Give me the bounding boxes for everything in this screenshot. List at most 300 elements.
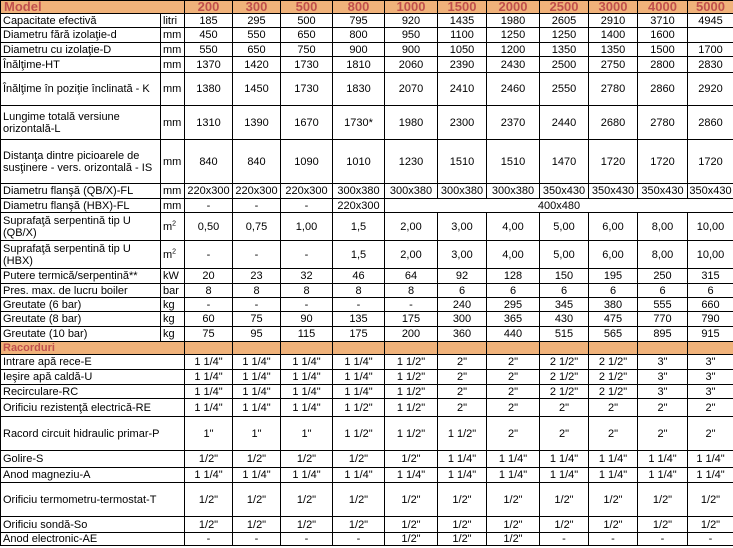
fitting-value: 3" [638,370,688,385]
fitting-value: 1 1/4" [540,468,589,483]
spec-value: 10,00 [688,241,733,269]
spec-unit [161,213,185,241]
spec-value: 95 [233,327,281,342]
spec-value: 900 [333,43,385,57]
spec-value: - [233,241,281,269]
spec-value: 1200 [487,43,540,57]
spec-label: Distanţa dintre picioarele de susţinere - vers. orizontală - IS [1,140,161,184]
spec-value: 8 [185,284,233,298]
spec-value: 240 [438,298,487,312]
spec-value: 350x430 [689,185,732,197]
fitting-value: 1 1/4" [688,451,733,468]
fitting-value: 1 1/4" [487,451,540,468]
spec-value: - [233,298,281,312]
spec-value: 300x380 [438,184,487,199]
spec-value: 135 [333,312,385,327]
fitting-value: 2" [487,370,540,385]
spec-value: 2440 [540,106,589,140]
fitting-value: 2 1/2" [540,385,589,399]
spec-row [1,327,733,342]
fitting-value: 1/2" [385,533,438,546]
spec-value: 770 [638,312,688,327]
fitting-row [1,399,733,417]
fitting-value: 1" [185,417,233,451]
spec-label: Diametru flanşă (QB/X)-FL [1,184,161,199]
spec-value: 1230 [385,140,438,184]
spec-unit [161,199,185,213]
spec-value: 6 [438,284,487,298]
unit-text: kW [163,270,179,282]
spec-label: Greutate (10 bar) [1,327,161,342]
spec-value: 2860 [638,73,688,106]
fitting-value: 1/2" [333,517,385,533]
spec-value: 295 [487,298,540,312]
spec-value: 1810 [333,57,385,73]
header-label: Model [1,1,185,14]
fitting-row [1,533,733,546]
fitting-value: - [638,533,688,546]
fitting-value: 1 1/2" [385,370,438,385]
spec-value: 1420 [233,57,281,73]
spec-value: 750 [281,43,333,57]
spec-value: 220x300 [233,184,281,199]
spec-value: 175 [333,327,385,342]
spec-value: 920 [385,14,438,28]
fitting-label: Orificiu rezistenţă electrică-RE [1,399,185,417]
fitting-value: 1 1/4" [185,468,233,483]
fitting-value: 2" [540,417,589,451]
spec-value: 315 [688,269,733,284]
spec-value: 1250 [487,28,540,43]
spec-value: 115 [281,327,333,342]
fitting-value: - [540,533,589,546]
spec-value: 8 [333,284,385,298]
spec-value: 2860 [688,106,733,140]
spec-value: 1600 [638,28,688,43]
spec-label: Putere termică/serpentină** [1,269,161,284]
spec-value: 3,00 [438,213,487,241]
fitting-value: 2" [638,417,688,451]
fitting-value: 1/2" [281,517,333,533]
spec-row [1,73,733,106]
fitting-value: 1 1/4" [233,468,281,483]
spec-row [1,43,733,57]
fitting-value: 1/2" [688,483,733,517]
fitting-value: 2" [688,417,733,451]
spec-value: - [185,199,233,213]
fitting-row [1,385,733,399]
fitting-value: 1/2" [233,517,281,533]
spec-value: 32 [281,269,333,284]
spec-unit [161,140,185,184]
fitting-value: 1 1/4" [487,468,540,483]
fitting-value: 3" [688,385,733,399]
fitting-row [1,517,733,533]
fitting-value: 1" [233,417,281,451]
model-header: 3000 [589,1,638,14]
spec-value: 2300 [438,106,487,140]
fitting-value: 1 1/4" [233,385,281,399]
spec-value: 550 [185,43,233,57]
fitting-value: 1 1/4" [281,385,333,399]
spec-value: 1510 [438,140,487,184]
spec-label: Înălţime-HT [1,57,161,73]
spec-value: 1450 [233,73,281,106]
unit-text: m [163,248,173,261]
spec-value: 1700 [688,43,733,57]
spec-label: Suprafaţă serpentină tip U (QB/X) [1,213,161,241]
spec-value: 90 [281,312,333,327]
spec-value: 1730* [333,106,385,140]
fitting-label: Intrare apă rece-E [1,355,185,370]
spec-label: Diametru cu izolaţie-D [1,43,161,57]
spec-value: 6,00 [589,241,638,269]
fitting-value: 1/2" [281,483,333,517]
fitting-value: 2" [540,399,589,417]
fitting-row [1,355,733,370]
fitting-value: 1 1/4" [185,355,233,370]
spec-value: 1730 [281,73,333,106]
spec-unit [161,298,185,312]
fitting-label: Orificiu sondă-So [1,517,185,533]
spec-label: Înălţime în poziţie înclinată - K [1,73,161,106]
spec-value: 380 [589,298,638,312]
fitting-label: Anod electronic-AE [1,533,185,546]
spec-value: 440 [487,327,540,342]
fitting-value: 1/2" [487,533,540,546]
fitting-value: 2" [438,355,487,370]
fitting-value: 1 1/2" [385,385,438,399]
spec-value: 555 [638,298,688,312]
spec-value: 75 [185,327,233,342]
spec-unit [161,57,185,73]
spec-value: 5,00 [540,213,589,241]
fitting-value: 1 1/2" [385,355,438,370]
spec-row [1,298,733,312]
spec-value: - [185,298,233,312]
fitting-value: 1/2" [638,483,688,517]
section-cell [385,342,438,355]
spec-value: 8 [281,284,333,298]
spec-unit [161,73,185,106]
spec-value: 220x300 [333,199,385,213]
spec-value: 1500 [638,43,688,57]
spec-value: 2410 [438,73,487,106]
fitting-row [1,468,733,483]
fitting-value: 1 1/2" [333,417,385,451]
spec-value: 2800 [638,57,688,73]
model-header: 800 [333,1,385,14]
spec-value: 220x300 [185,184,233,199]
spec-value: 2550 [540,73,589,106]
header-row [1,1,733,14]
spec-value: 2060 [385,57,438,73]
spec-value: 1050 [438,43,487,57]
spec-value: 23 [233,269,281,284]
fitting-value: 1 1/2" [333,399,385,417]
fitting-value: 1 1/4" [281,468,333,483]
model-header: 300 [233,1,281,14]
fitting-value: 1/2" [233,483,281,517]
spec-value: 1400 [589,28,638,43]
spec-row [1,28,733,43]
fitting-value: 1/2" [333,483,385,517]
spec-value: 8,00 [638,241,688,269]
spec-row [1,269,733,284]
spec-value: 300x380 [385,184,438,199]
spec-value: 500 [281,14,333,28]
spec-value: 5,00 [540,241,589,269]
fitting-value: 3" [688,370,733,385]
section-cell [233,342,281,355]
spec-value: 1390 [233,106,281,140]
fitting-value: 1 1/4" [281,399,333,417]
fitting-value: 2" [487,355,540,370]
section-cell [589,342,638,355]
spec-value: 175 [385,312,438,327]
spec-value: 800 [333,28,385,43]
spec-value: 6 [589,284,638,298]
spec-value: 1720 [688,140,733,184]
spec-value: 4945 [688,14,733,28]
spec-value: 0,50 [185,213,233,241]
spec-value: 150 [540,269,589,284]
spec-value: 8 [233,284,281,298]
spec-unit [161,241,185,269]
spec-value: 515 [540,327,589,342]
spec-row [1,14,733,28]
fitting-value: 1 1/4" [281,370,333,385]
spec-label: Greutate (8 bar) [1,312,161,327]
fitting-value: 1 1/2" [385,417,438,451]
unit-text: mm [163,58,182,71]
spec-value: 660 [688,298,733,312]
fitting-value: 2" [438,399,487,417]
spec-label: Greutate (6 bar) [1,298,161,312]
section-label: Racorduri [1,342,185,355]
spec-label: Pres. max. de lucru boiler [1,284,161,298]
spec-unit [161,284,185,298]
spec-row [1,57,733,73]
spec-value: 2,00 [385,241,438,269]
spec-value: 1670 [281,106,333,140]
fitting-value: 1 1/4" [185,399,233,417]
spec-value: 1980 [487,14,540,28]
fitting-value: 1 1/4" [333,468,385,483]
model-header: 2500 [540,1,589,14]
section-cell [688,342,733,355]
fitting-value: 1 1/4" [540,451,589,468]
spec-value: 1730 [281,57,333,73]
spec-value: 20 [185,269,233,284]
spec-value: 2830 [688,57,733,73]
fitting-row [1,370,733,385]
fitting-value: 2" [688,399,733,417]
spec-value: 128 [487,269,540,284]
spec-value: 220x300 [281,184,333,199]
fitting-value: 1/2" [385,483,438,517]
fitting-value: 1 1/4" [638,451,688,468]
spec-value: 1100 [438,28,487,43]
spec-row [1,199,733,213]
fitting-value: 1 1/4" [333,355,385,370]
spec-value: 1,00 [281,213,333,241]
unit-text: mm [163,155,182,168]
spec-value: 365 [487,312,540,327]
spec-value: 1720 [638,140,688,184]
fitting-value: 1/2" [589,483,638,517]
fitting-value: - [589,533,638,546]
unit-text: kg [163,328,175,340]
spec-label: Capacitate efectivă [1,14,161,28]
fitting-value: 1 1/4" [233,399,281,417]
spec-value: 450 [185,28,233,43]
spec-unit [161,184,185,199]
fitting-value: 1/2" [540,517,589,533]
fitting-value: 1/2" [638,517,688,533]
fitting-value: - [333,533,385,546]
spec-row [1,241,733,269]
spec-value: 6 [540,284,589,298]
fitting-value: 1/2" [589,517,638,533]
fitting-value: 1 1/2" [385,399,438,417]
spec-value: 650 [281,28,333,43]
spec-value: 2370 [487,106,540,140]
spec-value: 430 [540,312,589,327]
spec-value: 8,00 [638,213,688,241]
spec-label: Suprafaţă serpentină tip U (HBX) [1,241,161,269]
spec-value-merged: 400x480 [385,199,733,213]
fitting-value: 1 1/4" [281,355,333,370]
spec-value: 650 [233,43,281,57]
spec-value: 1350 [540,43,589,57]
spec-value: 1250 [540,28,589,43]
fitting-value: 2" [589,417,638,451]
spec-unit [161,269,185,284]
spec-value: 1350 [589,43,638,57]
model-header: 4000 [638,1,688,14]
spec-value: 64 [385,269,438,284]
model-header: 2000 [487,1,540,14]
spec-value: 300x380 [487,184,540,199]
fitting-value: 1/2" [185,451,233,468]
section-cell [540,342,589,355]
spec-value: 2780 [638,106,688,140]
spec-label: Diametru fără izolaţie-d [1,28,161,43]
fitting-label: Anod magneziu-A [1,468,185,483]
fitting-value: 1 1/4" [385,468,438,483]
spec-value: 195 [589,269,638,284]
unit-text: kg [163,298,175,311]
fitting-value: - [233,533,281,546]
fitting-value: 3" [638,355,688,370]
spec-value: - [281,298,333,312]
spec-value: - [333,298,385,312]
unit-text: mm [163,116,182,129]
fitting-value: 1/2" [385,517,438,533]
spec-unit [161,43,185,57]
spec-row [1,184,733,199]
spec-value: - [281,241,333,269]
spec-value: 92 [438,269,487,284]
fitting-value: 1 1/4" [185,370,233,385]
spec-value: 3,00 [438,241,487,269]
unit-text: mm [163,185,182,197]
spec-value: 1090 [281,140,333,184]
spec-unit [161,327,185,342]
fitting-value: 1/2" [487,483,540,517]
spec-value: 6 [638,284,688,298]
model-header: 1000 [385,1,438,14]
fitting-value: 1 1/4" [589,468,638,483]
spec-value: 360 [438,327,487,342]
spec-value: 6 [688,284,733,298]
spec-value: 1380 [185,73,233,106]
fitting-value: 2" [438,370,487,385]
fitting-value: 2" [487,399,540,417]
spec-value: 300 [438,312,487,327]
fitting-value: 1/2" [438,517,487,533]
spec-value: 2460 [487,73,540,106]
fitting-value: 1/2" [185,517,233,533]
spec-value: 790 [688,312,733,327]
fitting-label: Golire-S [1,451,185,468]
fitting-value: 3" [638,385,688,399]
unit-superscript: 2 [172,247,177,255]
spec-value: 950 [385,28,438,43]
fitting-value: 1 1/4" [589,451,638,468]
spec-label: Diametru flanşă (HBX)-FL [1,199,161,213]
fitting-value: 2 1/2" [540,370,589,385]
fitting-value: 1" [281,417,333,451]
spec-value: 4,00 [487,241,540,269]
spec-row [1,140,733,184]
spec-value: 2605 [540,14,589,28]
model-header: 200 [185,1,233,14]
spec-value: - [185,241,233,269]
fitting-value: 3" [688,355,733,370]
spec-value: 915 [688,327,733,342]
spec-value: 0,75 [233,213,281,241]
spec-value: 350x430 [540,184,589,199]
spec-unit [161,28,185,43]
model-header: 5000 [688,1,733,14]
spec-value: 795 [333,14,385,28]
spec-value-empty [688,28,733,43]
fitting-value: 1/2" [438,533,487,546]
fitting-value: 1 1/4" [438,451,487,468]
spec-value: 840 [233,140,281,184]
spec-value: 295 [233,14,281,28]
spec-value: 1370 [185,57,233,73]
fitting-value: 1/2" [281,451,333,468]
unit-text: litri [163,14,178,27]
fitting-value: 1 1/4" [185,385,233,399]
spec-value: 60 [185,312,233,327]
unit-text: mm [163,29,182,41]
spec-value: 75 [233,312,281,327]
unit-text: bar [163,284,179,297]
fitting-value: 1 1/4" [688,468,733,483]
fitting-label: Recirculare-RC [1,385,185,399]
fitting-value: 2 1/2" [589,385,638,399]
spec-value: 6,00 [589,213,638,241]
spec-value: 6 [487,284,540,298]
spec-value: 895 [638,327,688,342]
spec-value: 350x430 [589,184,638,199]
spec-value: 1830 [333,73,385,106]
spec-value: 550 [233,28,281,43]
